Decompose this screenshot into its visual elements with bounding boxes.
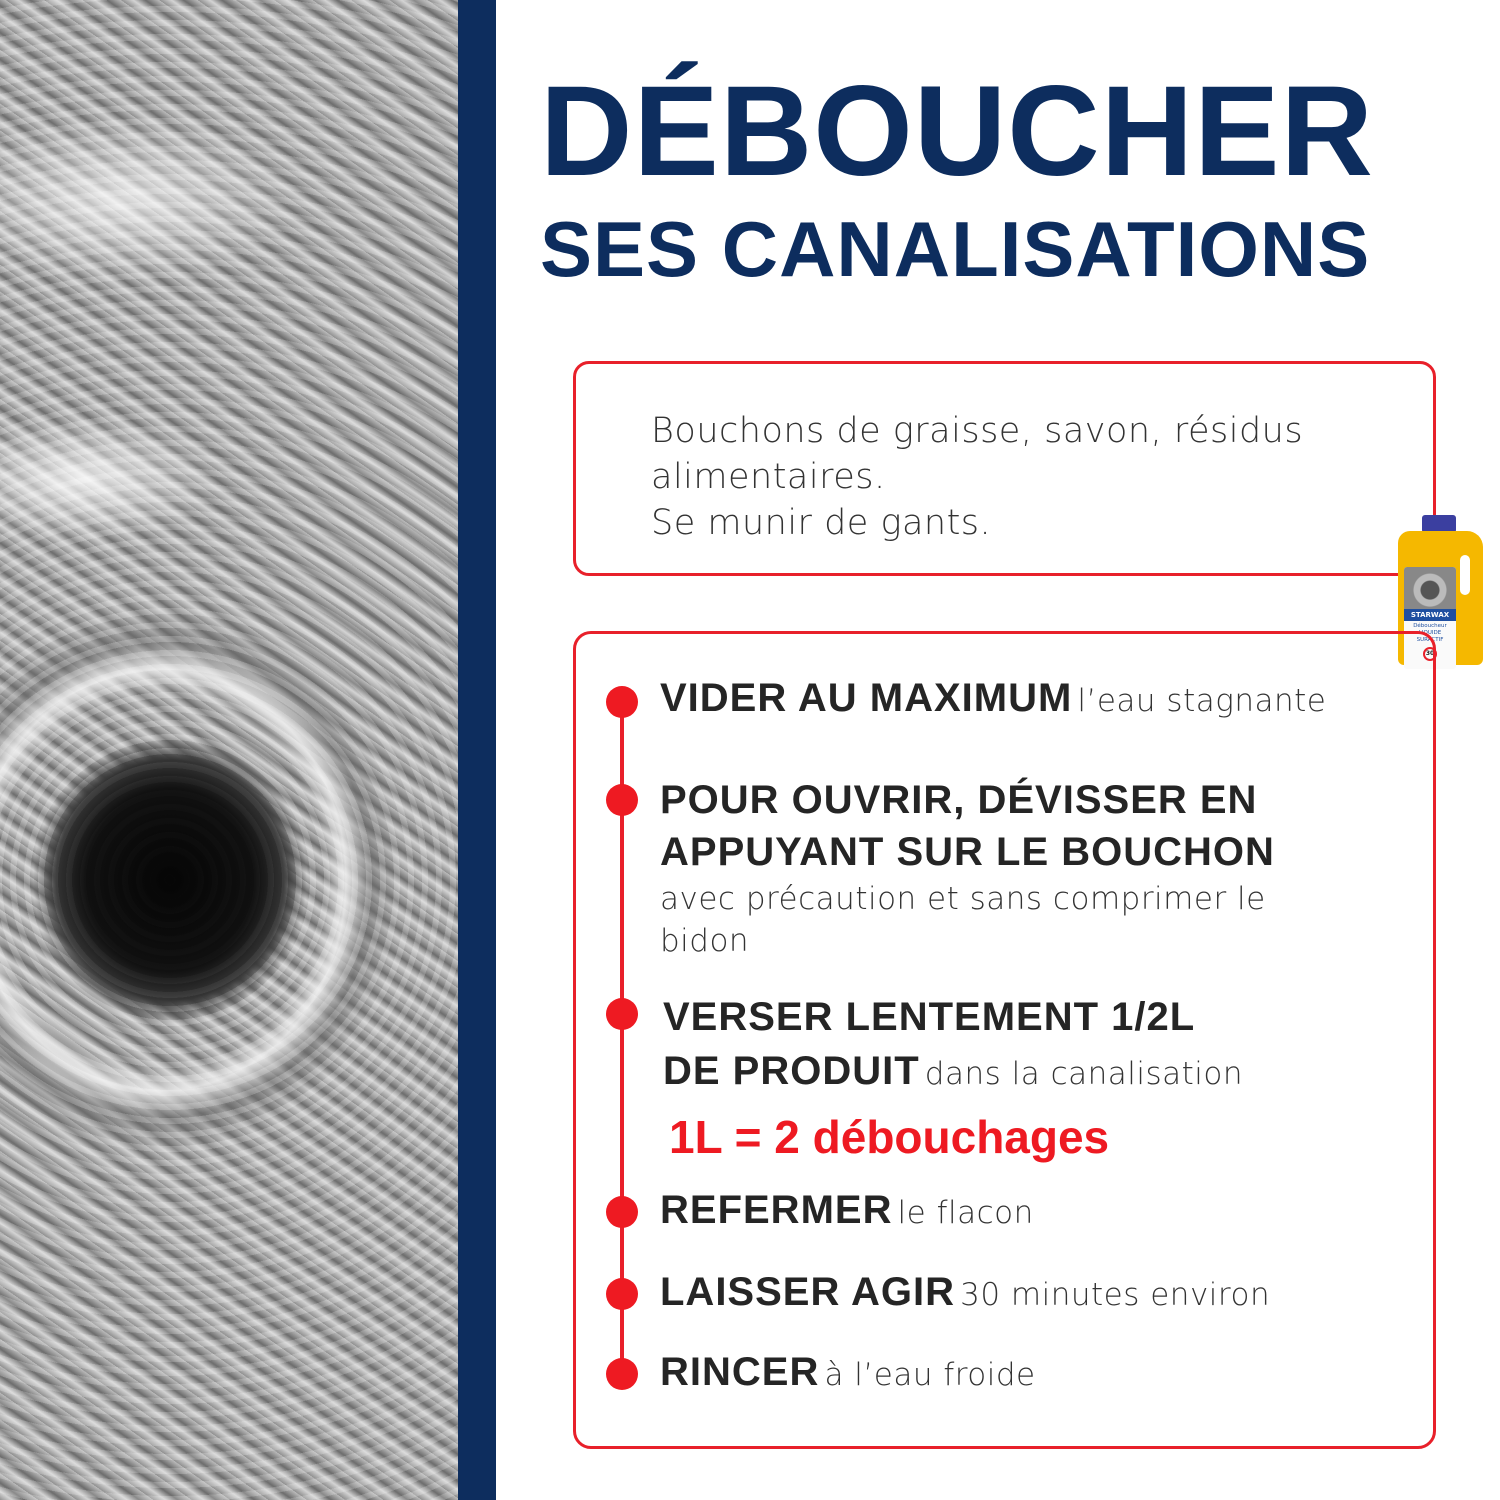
page-title	[540, 60, 1374, 293]
step-6: RINCER à l’eau froide	[660, 1350, 1036, 1394]
step-bullet-icon	[606, 1196, 638, 1228]
step-bullet-icon	[606, 686, 638, 718]
brand-logo: STARWAX	[1404, 609, 1456, 621]
title-line-1: DÉBOUCHER	[540, 60, 1374, 203]
minutes-badge-icon: 30	[1423, 647, 1437, 661]
step-bullet-icon	[606, 1278, 638, 1310]
step-bullet-icon	[606, 998, 638, 1030]
info-line: Se munir de gants.	[651, 503, 992, 543]
title-line-2: SES CANALISATIONS	[540, 205, 1371, 293]
step-3: VERSER LENTEMENT 1/2L DE PRODUIT dans la canalisation 1L = 2 débouchages	[663, 995, 1244, 1163]
step-2: POUR OUVRIR, DÉVISSER EN APPUYANT SUR LE BOUCHON avec précaution et sans comprimer le bidon	[660, 778, 1275, 959]
navy-divider-bar	[458, 0, 496, 1500]
drain-icon	[1404, 567, 1456, 609]
usage-highlight: 1L = 2 débouchages	[669, 1111, 1110, 1163]
step-5: LAISSER AGIR 30 minutes environ	[660, 1270, 1271, 1314]
step-1: VIDER AU MAXIMUM l’eau stagnante	[660, 676, 1327, 720]
info-line: Bouchons de graisse, savon, résidus	[651, 411, 1304, 451]
product-name: Déboucheur LIQUIDE SURACTIF	[1413, 623, 1447, 643]
step-bullet-icon	[606, 1358, 638, 1390]
bottle-handle	[1460, 555, 1470, 595]
info-line: alimentaires.	[651, 457, 886, 497]
step-bullet-icon	[606, 784, 638, 816]
drain-swirl-photo	[0, 0, 458, 1500]
info-box	[573, 361, 1436, 576]
step-4: REFERMER le flacon	[660, 1188, 1034, 1232]
